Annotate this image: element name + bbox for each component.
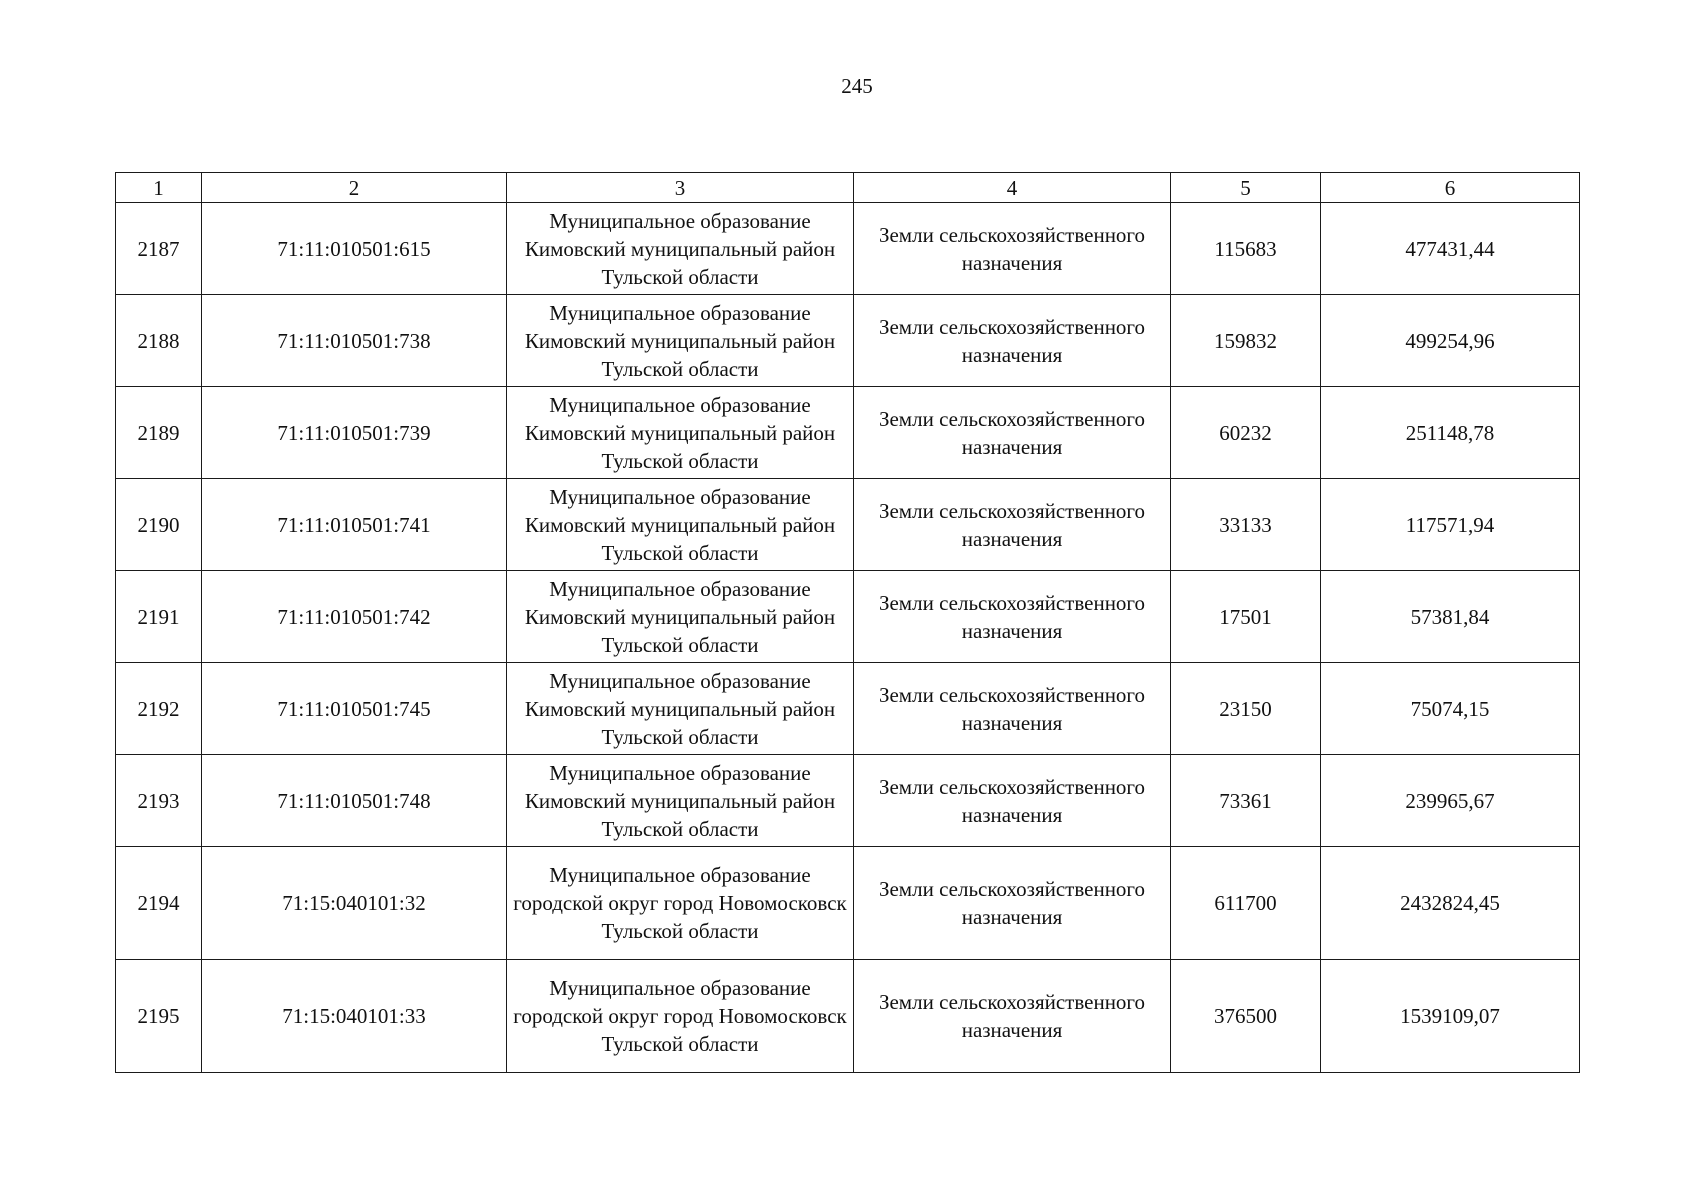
header-row: [116, 173, 1580, 203]
cadastral-number: 71:11:010501:745: [202, 663, 507, 755]
row-number: 2193: [116, 755, 202, 847]
cadastral-number: 71:11:010501:615: [202, 203, 507, 295]
row-number: 2189: [116, 387, 202, 479]
cadastral-value: 251148,78: [1321, 387, 1580, 479]
area: 60232: [1171, 387, 1321, 479]
column-header-4: 4: [854, 173, 1171, 203]
owner: Муниципальное образование Кимовский муниципальный район Тульской области: [507, 755, 854, 847]
owner: Муниципальное образование Кимовский муниципальный район Тульской области: [507, 663, 854, 755]
land-category: Земли сельскохозяйственного назначения: [854, 479, 1171, 571]
table-row: [116, 295, 1580, 387]
table-row: [116, 387, 1580, 479]
owner: Муниципальное образование городской округ город Новомосковск Тульской области: [507, 960, 854, 1073]
row-number: 2192: [116, 663, 202, 755]
area: 611700: [1171, 847, 1321, 960]
owner: Муниципальное образование Кимовский муниципальный район Тульской области: [507, 479, 854, 571]
owner: Муниципальное образование Кимовский муниципальный район Тульской области: [507, 295, 854, 387]
cadastral-value: 1539109,07: [1321, 960, 1580, 1073]
cadastral-number: 71:11:010501:738: [202, 295, 507, 387]
land-category: Земли сельскохозяйственного назначения: [854, 203, 1171, 295]
column-header-6: 6: [1321, 173, 1580, 203]
land-category: Земли сельскохозяйственного назначения: [854, 295, 1171, 387]
area: 17501: [1171, 571, 1321, 663]
area: 159832: [1171, 295, 1321, 387]
row-number: 2190: [116, 479, 202, 571]
land-category: Земли сельскохозяйственного назначения: [854, 755, 1171, 847]
owner: Муниципальное образование Кимовский муниципальный район Тульской области: [507, 203, 854, 295]
table-row: [116, 755, 1580, 847]
area: 23150: [1171, 663, 1321, 755]
cadastral-value: 117571,94: [1321, 479, 1580, 571]
table-row: [116, 479, 1580, 571]
column-header-3: 3: [507, 173, 854, 203]
cadastral-number: 71:15:040101:32: [202, 847, 507, 960]
cadastral-value: 75074,15: [1321, 663, 1580, 755]
cadastral-number: 71:11:010501:741: [202, 479, 507, 571]
land-category: Земли сельскохозяйственного назначения: [854, 387, 1171, 479]
row-number: 2188: [116, 295, 202, 387]
area: 73361: [1171, 755, 1321, 847]
cadastral-value: 499254,96: [1321, 295, 1580, 387]
cadastral-number: 71:11:010501:748: [202, 755, 507, 847]
row-number: 2187: [116, 203, 202, 295]
area: 33133: [1171, 479, 1321, 571]
table-row: [116, 203, 1580, 295]
land-category: Земли сельскохозяйственного назначения: [854, 847, 1171, 960]
table-row: [116, 960, 1580, 1073]
table-row: [116, 847, 1580, 960]
owner: Муниципальное образование городской округ город Новомосковск Тульской области: [507, 847, 854, 960]
column-header-5: 5: [1171, 173, 1321, 203]
area: 376500: [1171, 960, 1321, 1073]
land-category: Земли сельскохозяйственного назначения: [854, 663, 1171, 755]
land-category: Земли сельскохозяйственного назначения: [854, 571, 1171, 663]
page-number: 245: [841, 74, 873, 98]
land-category: Земли сельскохозяйственного назначения: [854, 960, 1171, 1073]
cadastral-number: 71:15:040101:33: [202, 960, 507, 1073]
column-header-1: 1: [116, 173, 202, 203]
cadastral-value: 239965,67: [1321, 755, 1580, 847]
owner: Муниципальное образование Кимовский муниципальный район Тульской области: [507, 387, 854, 479]
area: 115683: [1171, 203, 1321, 295]
cadastral-number: 71:11:010501:739: [202, 387, 507, 479]
cadastral-value: 2432824,45: [1321, 847, 1580, 960]
cadastral-number: 71:11:010501:742: [202, 571, 507, 663]
cadastral-value: 477431,44: [1321, 203, 1580, 295]
row-number: 2191: [116, 571, 202, 663]
table-row: [116, 663, 1580, 755]
owner: Муниципальное образование Кимовский муниципальный район Тульской области: [507, 571, 854, 663]
column-header-2: 2: [202, 173, 507, 203]
table-row: [116, 571, 1580, 663]
land-registry-table: [115, 172, 1580, 1073]
row-number: 2195: [116, 960, 202, 1073]
row-number: 2194: [116, 847, 202, 960]
cadastral-value: 57381,84: [1321, 571, 1580, 663]
